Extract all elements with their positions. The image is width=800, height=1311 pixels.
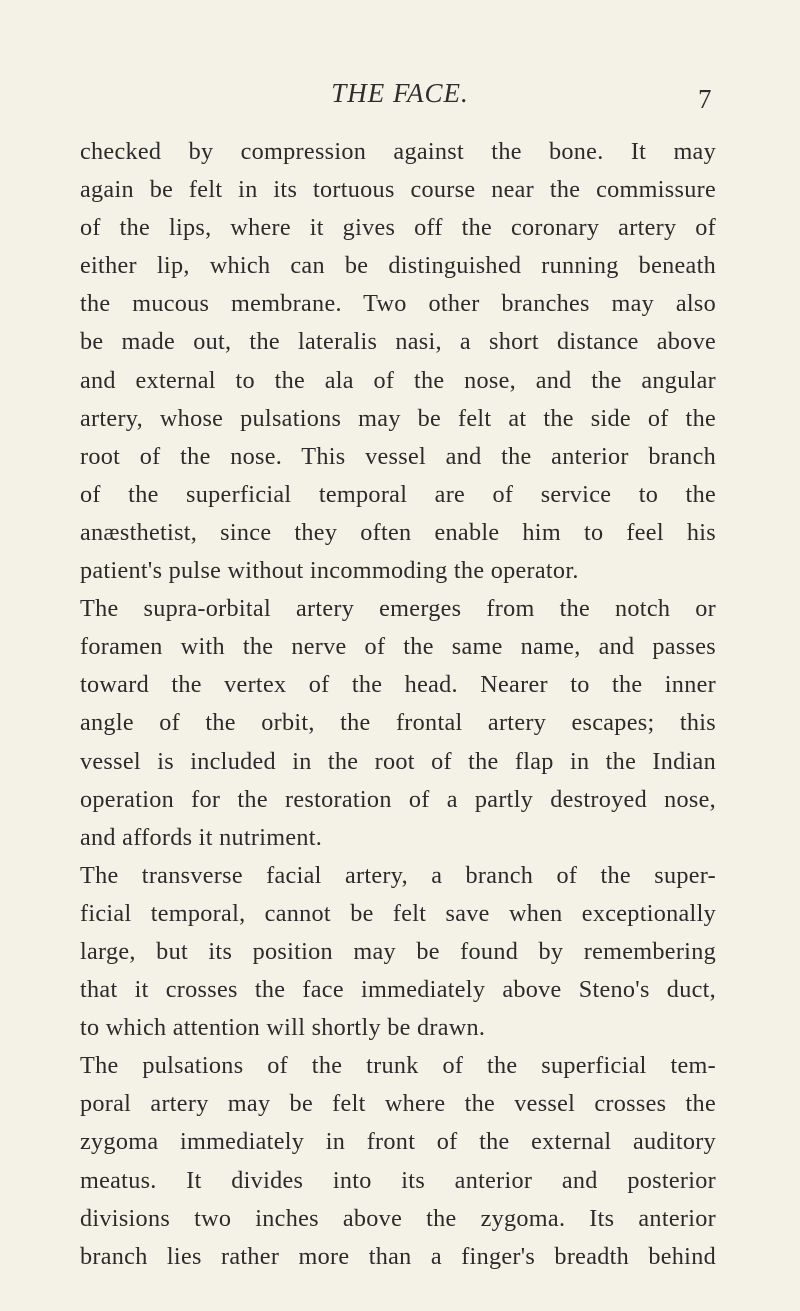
text-line: artery, whose pulsations may be felt at the side of the <box>80 404 716 432</box>
body-text <box>80 133 716 1276</box>
text-line: ficial temporal, cannot be felt save when exceptionally <box>80 899 716 927</box>
text-line: divisions two inches above the zygoma. Its anterior <box>80 1204 716 1232</box>
text-line: root of the nose. This vessel and the anterior branch <box>80 442 716 470</box>
text-line: The supra-orbital artery emerges from the notch or <box>80 595 716 623</box>
text-line: and external to the ala of the nose, and the angular <box>80 366 716 394</box>
text-line: either lip, which can be distinguished running beneath <box>80 252 716 280</box>
text-line: toward the vertex of the head. Nearer to the inner <box>80 671 716 699</box>
text-line: to which attention will shortly be drawn. <box>80 1014 486 1042</box>
page-number: 7 <box>698 84 712 114</box>
text-line: the mucous membrane. Two other branches may also <box>80 290 716 318</box>
text-line: anæsthetist, since they often enable him to feel his <box>80 518 716 546</box>
text-line: poral artery may be felt where the vessel crosses the <box>80 1090 716 1118</box>
text-line: again be felt in its tortuous course near the commissure <box>80 176 716 204</box>
text-line: patient's pulse without incommoding the operator. <box>80 557 579 585</box>
text-line: operation for the restoration of a partly destroyed nose, <box>80 785 716 813</box>
running-head: THE FACE. <box>331 78 469 108</box>
text-line: zygoma immediately in front of the external auditory <box>80 1128 716 1156</box>
text-line: The transverse facial artery, a branch of the super- <box>80 861 716 889</box>
text-line: The pulsations of the trunk of the superficial tem- <box>80 1052 716 1080</box>
text-line: of the lips, where it gives off the coronary artery of <box>80 214 716 242</box>
text-line: of the superficial temporal are of service to the <box>80 480 716 508</box>
text-line: foramen with the nerve of the same name, and passes <box>80 633 716 661</box>
text-line: checked by compression against the bone. It may <box>80 138 716 165</box>
text-line: large, but its position may be found by remembering <box>80 937 716 965</box>
text-line: angle of the orbit, the frontal artery escapes; this <box>80 709 716 737</box>
text-line: meatus. It divides into its anterior and posterior <box>80 1166 716 1194</box>
text-line: and affords it nutriment. <box>80 823 323 851</box>
text-line: be made out, the lateralis nasi, a short distance above <box>80 328 716 356</box>
text-line: branch lies rather more than a finger's breadth behind <box>80 1242 716 1270</box>
text-line: vessel is included in the root of the flap in the Indian <box>80 747 716 775</box>
text-line: that it crosses the face immediately above Steno's duct, <box>80 976 716 1004</box>
